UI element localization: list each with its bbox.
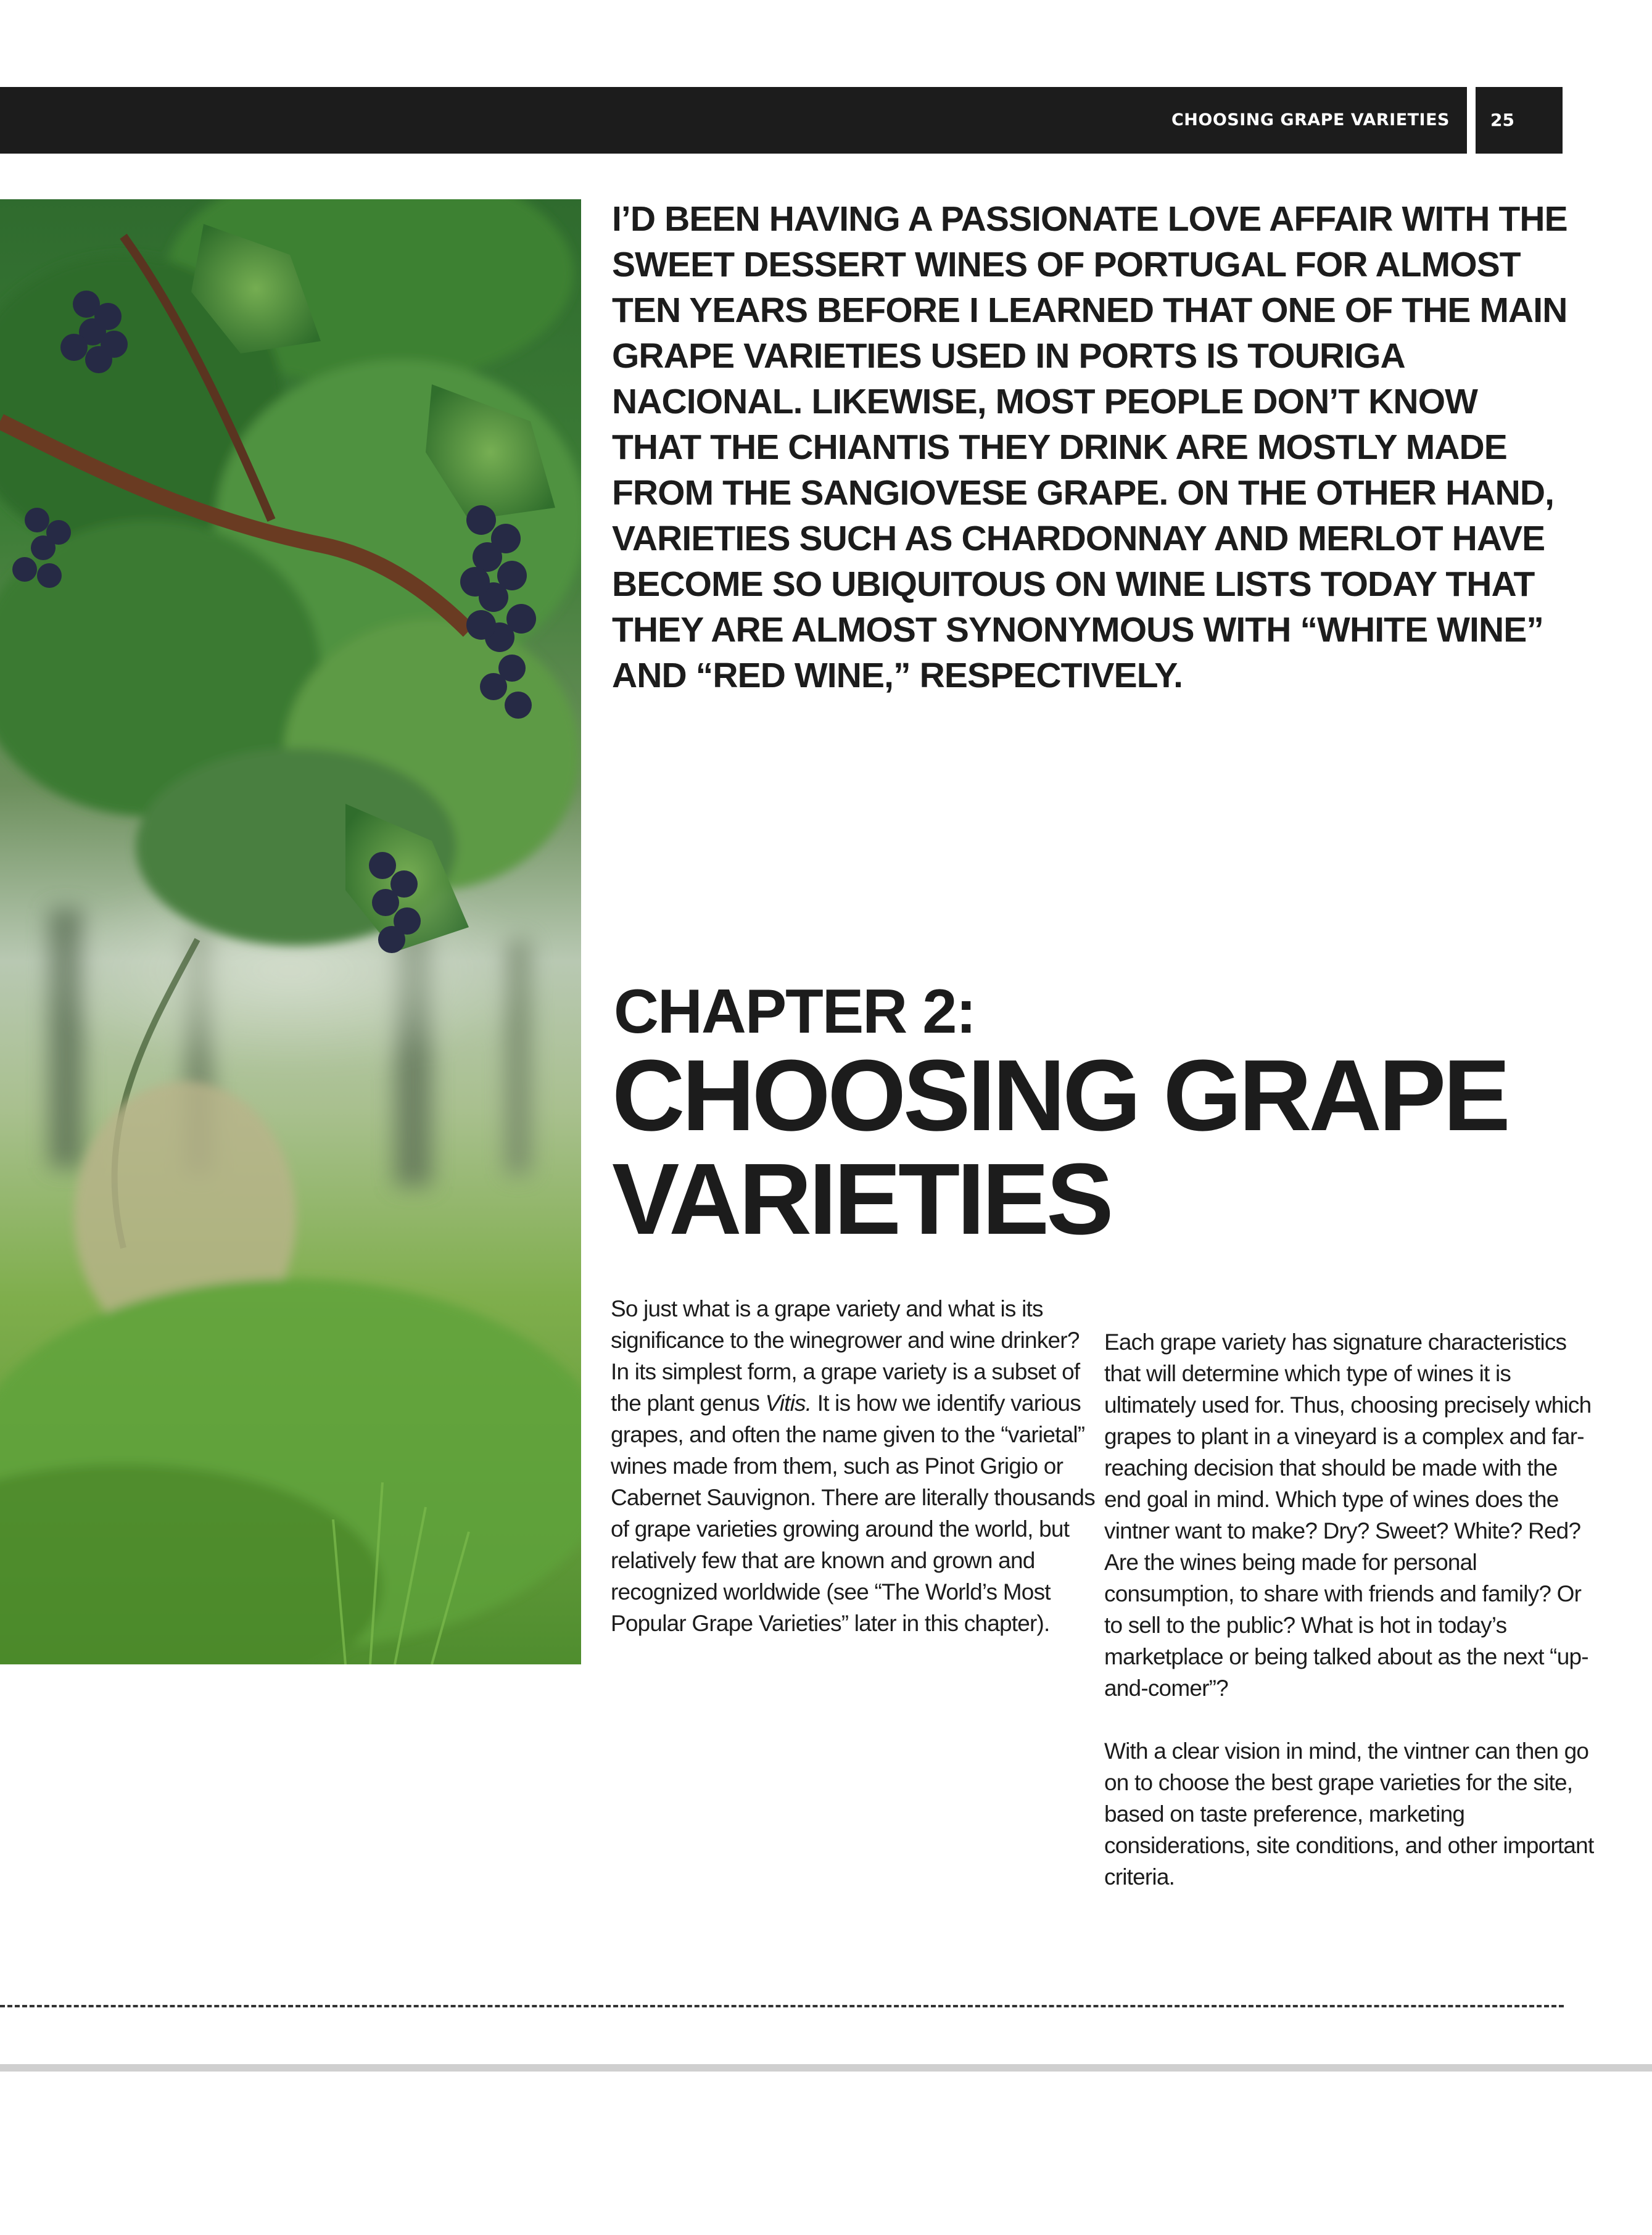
body-column-right — [1104, 1326, 1598, 1893]
grape-vine-photo — [0, 199, 581, 1664]
genus-name: Vitis. — [765, 1390, 812, 1416]
body-text: It is how we identify various grapes, and often the name given to the “varietal” wines made from them, such as Pinot Grigio or Cabernet Sauvignon. There are literally thousands of grape varieties growing around the world, but relatively few that are known and grown and recognized worldwide (see “The World’s Most Popular Grape Varieties” later in this chapter). — [611, 1390, 1095, 1636]
page-number: 25 — [1490, 110, 1514, 130]
body-paragraph — [611, 1293, 1098, 1639]
body-column-left — [611, 1293, 1098, 1639]
chapter-title-line-1: CHOOSING GRAPE — [612, 1039, 1508, 1152]
body-paragraph: Each grape variety has signature characteristics that will determine which type of wines it is ultimately used for. Thus, choosing precisely which grapes to plant in a vineyard is a complex and far-reaching decision that should be made with the end goal in mind. Which type of wines does the vintner want to make? Dry? Sweet? White? Red? Are the wines being made for personal consumption, to share with friends and family? Or to sell to the public? What is hot in today’s marketplace or being talked about as the next “up-and-comer”? — [1104, 1329, 1592, 1701]
intro-paragraph: I’D BEEN HAVING A PASSIONATE LOVE AFFAIR WITH THE SWEET DESSERT WINES OF PORTUGAL FOR ALMOST TEN YEARS BEFORE I LEARNED THAT ONE OF THE MAIN GRAPE VARIETIES USED IN PORTS IS TOURIGA NACIONAL. LIKEWISE, MOST PEOPLE DON’T KNOW THAT THE CHIANTIS THEY DRINK ARE MOSTLY MADE FROM THE SANGIOVESE GRAPE. ON THE OTHER HAND, VARIETIES SUCH AS CHARDONNAY AND MERLOT HAVE BECOME SO UBIQUITOUS ON WINE LISTS TODAY THAT THEY ARE ALMOST SYNONYMOUS WITH “WHITE WINE” AND “RED WINE,” RESPECTIVELY. — [612, 199, 1567, 695]
running-header-bar — [0, 87, 1467, 154]
body-paragraph: With a clear vision in mind, the vintner can then go on to choose the best grape varieties for the site, based on taste preference, marketing considerations, site conditions, and other important criteria. — [1104, 1738, 1594, 1890]
header-divider — [1467, 87, 1476, 154]
page-number-box — [1476, 87, 1563, 154]
running-header-title: CHOOSING GRAPE VARIETIES — [1171, 110, 1450, 130]
chapter-title — [612, 1039, 1599, 1255]
dashed-rule — [0, 2005, 1564, 2007]
page-bottom-rule — [0, 2064, 1652, 2072]
body-text: So just what is a grape variety and what is its significance to the winegrower and wine drinker? In its simplest form, a grape variety is a subset of the plant genus — [611, 1296, 1080, 1416]
chapter-label: CHAPTER 2: — [614, 977, 976, 1046]
chapter-title-line-2: VARIETIES — [612, 1142, 1111, 1255]
